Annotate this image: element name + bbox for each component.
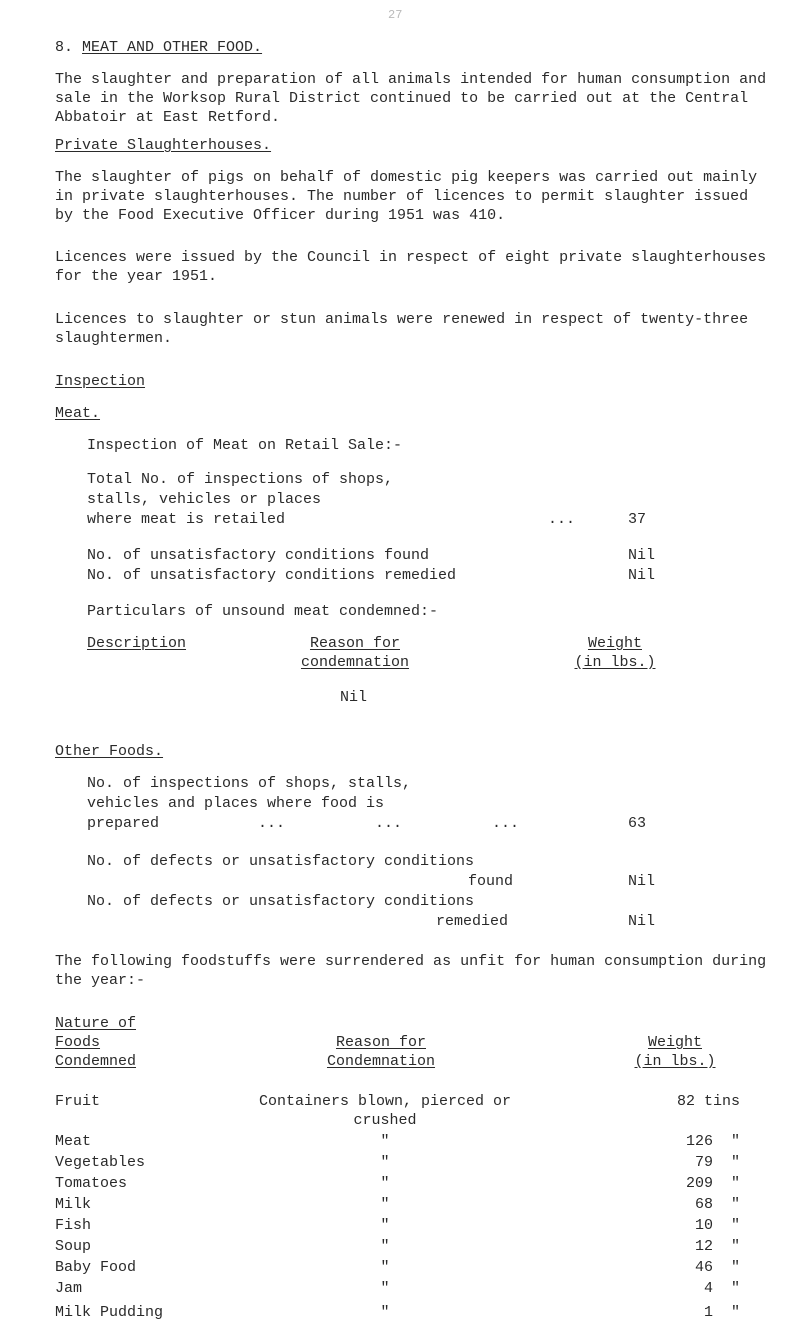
intro-paragraph: The slaughter and preparation of all animals intended for human consumption and sale in the Worksop Rural District continued to be carried out at the Central Abbatoir at East Retford. [55, 71, 767, 126]
table-row-food: Soup [55, 1238, 92, 1255]
table-row-weight: 82 tins [676, 1093, 740, 1110]
particulars-line: Particulars of unsound meat condemned:- [87, 603, 439, 620]
condemned-meat-value: Nil [340, 689, 368, 706]
defects-found-line-2: found [468, 873, 514, 890]
section-heading [55, 38, 262, 57]
table-row-reason: " [380, 1280, 390, 1297]
table-row-weight: 46 " [694, 1259, 740, 1276]
column-weight: Weight (in lbs.) [574, 635, 656, 671]
private-paragraph-1: The slaughter of pigs on behalf of domestic pig keepers was carried out mainly in private slaughterhouses. The number of licences to permit slaughter issued by the Food Executive Officer during 1951 was 410. [55, 169, 758, 224]
surrendered-paragraph: The following foodstuffs were surrendered as unfit for human consumption during the year:- [55, 953, 767, 989]
other-foods-heading: Other Foods. [55, 743, 164, 760]
table-row-weight: 12 " [694, 1238, 740, 1255]
total-inspections-line-2: stalls, vehicles or places [87, 491, 322, 508]
table-row-weight: 209 " [685, 1175, 740, 1192]
table-row-reason: " [380, 1175, 390, 1192]
table-row-reason: " [380, 1133, 390, 1150]
table-row-weight: 126 " [685, 1133, 740, 1150]
food-inspections-line-2: vehicles and places where food is [87, 795, 385, 812]
defects-remedied-line-2: remedied [436, 913, 509, 930]
unsatisfactory-found-label: No. of unsatisfactory conditions found [87, 547, 430, 564]
table-header-weight: Weight (in lbs.) [634, 1034, 716, 1070]
table-row-food: Tomatoes [55, 1175, 128, 1192]
retail-title: Inspection of Meat on Retail Sale:- [87, 437, 403, 454]
private-heading: Private Slaughterhouses. [55, 137, 272, 154]
table-row-reason: Containers blown, pierced or [258, 1093, 512, 1110]
table-row-food: Meat [55, 1133, 92, 1150]
food-inspections-line-1: No. of inspections of shops, stalls, [87, 775, 412, 792]
table-row-weight: 68 " [694, 1196, 740, 1213]
table-row-reason: crushed [353, 1112, 417, 1129]
total-inspections-value: 37 [628, 511, 647, 528]
food-inspections-line-3: prepared [87, 815, 160, 832]
column-reason: Reason for condemnation [300, 635, 410, 671]
private-paragraph-2: Licences were issued by the Council in respect of eight private slaughterhouses for the year 1951. [55, 249, 767, 285]
unsatisfactory-remedied-label: No. of unsatisfactory conditions remedied [87, 567, 457, 584]
table-row-food: Milk Pudding [55, 1304, 164, 1321]
page-number: 27 [388, 8, 403, 22]
column-description: Description [87, 635, 187, 652]
defects-found-value: Nil [628, 873, 656, 890]
section-title: MEAT AND OTHER FOOD. [82, 39, 263, 56]
table-row-reason: " [380, 1259, 390, 1276]
table-row-food: Fruit [55, 1093, 101, 1110]
table-row-food: Baby Food [55, 1259, 137, 1276]
unsatisfactory-remedied-value: Nil [628, 567, 656, 584]
total-inspections-line-1: Total No. of inspections of shops, [87, 471, 394, 488]
table-row-food: Vegetables [55, 1154, 146, 1171]
table-row-weight: 10 " [694, 1217, 740, 1234]
food-inspections-dots: ... ... ... [258, 815, 520, 832]
table-row-food: Fish [55, 1217, 92, 1234]
unsatisfactory-found-value: Nil [628, 547, 656, 564]
table-row-weight: 4 " [703, 1280, 740, 1297]
table-row-food: Jam [55, 1280, 83, 1297]
table-header-reason: Reason for Condemnation [326, 1034, 436, 1070]
section-number: 8. [55, 39, 74, 56]
food-inspections-value: 63 [628, 815, 647, 832]
total-inspections-dots: ... [548, 511, 576, 528]
meat-heading: Meat. [55, 405, 101, 422]
total-inspections-line-3: where meat is retailed [87, 511, 286, 528]
defects-remedied-line-1: No. of defects or unsatisfactory conditions [87, 893, 475, 910]
table-row-reason: " [380, 1196, 390, 1213]
private-paragraph-3: Licences to slaughter or stun animals were renewed in respect of twenty-three slaughtermen. [55, 311, 749, 347]
table-row-reason: " [380, 1217, 390, 1234]
table-header-nature: Nature of Foods Condemned [55, 1015, 137, 1070]
table-row-reason: " [380, 1154, 390, 1171]
table-row-reason: " [380, 1304, 390, 1321]
table-row-weight: 1 " [703, 1304, 740, 1321]
table-row-weight: 79 " [694, 1154, 740, 1171]
table-row-reason: " [380, 1238, 390, 1255]
defects-remedied-value: Nil [628, 913, 656, 930]
table-row-food: Milk [55, 1196, 92, 1213]
inspection-heading: Inspection [55, 373, 146, 390]
defects-found-line-1: No. of defects or unsatisfactory conditions [87, 853, 475, 870]
